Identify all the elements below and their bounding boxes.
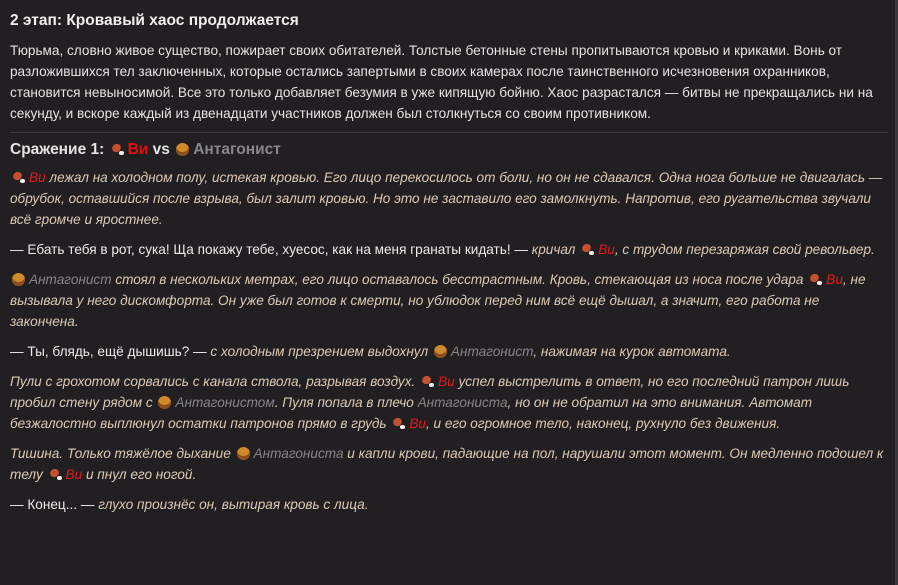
narration-text: глухо произнёс он, вытирая кровь с лица. <box>98 497 369 512</box>
dialogue-text: — Конец... — <box>10 497 99 512</box>
narration-text: с холодным презрением выдохнул <box>210 344 432 359</box>
character-vi: Ви <box>438 374 455 389</box>
meat-on-bone-icon <box>49 468 62 481</box>
narration-text: , но он не обратил на это внимания. Автомат безжалостно выплюнул остатки патронов прямо в грудь <box>10 395 813 431</box>
narrative-paragraph <box>10 341 888 362</box>
narrative-paragraph <box>10 167 888 230</box>
narration-text: , не вызывала у него дискомфорта. Он уже был готов к смерти, но ублюдок перед ним всё ещё дышал, а значит, его работа не закончена. <box>10 272 866 329</box>
narrative-paragraph <box>10 371 888 434</box>
character-antagonist: Антагонист <box>29 272 112 287</box>
fighter1-name: Ви <box>127 141 149 158</box>
divider <box>10 132 888 133</box>
character-vi: Ви <box>409 416 426 431</box>
narrative-paragraph <box>10 269 888 332</box>
meat-on-bone-icon <box>111 143 124 156</box>
dialogue-text: — Ебать тебя в рот, сука! Ща покажу тебе, хуесос, как на меня гранаты кидать! — <box>10 242 532 257</box>
narration-text: Пули с грохотом сорвались с канала ствола, разрывая воздух. <box>10 374 420 389</box>
character-antagonist: Антагонистом <box>175 395 275 410</box>
bearded-face-icon <box>158 396 171 409</box>
meat-on-bone-icon <box>809 273 822 286</box>
character-antagonist: Антагониста <box>253 446 344 461</box>
narration-text: . Пуля попала в плечо <box>274 395 418 410</box>
dialogue-text: — Ты, блядь, ещё дышишь? — <box>10 344 211 359</box>
character-antagonist: Антагониста <box>417 395 508 410</box>
vs-label: vs <box>152 141 170 158</box>
meat-on-bone-icon <box>12 171 25 184</box>
character-vi: Ви <box>826 272 843 287</box>
character-antagonist: Антагонист <box>450 344 534 359</box>
bearded-face-icon <box>434 345 447 358</box>
narrative-paragraph <box>10 239 888 260</box>
narration-text: , и его огромное тело, наконец, рухнуло без движения. <box>425 416 781 431</box>
narration-text: успел выстрелить в ответ, но его последний патрон лишь пробил стену рядом с <box>10 374 850 410</box>
bearded-face-icon <box>176 143 189 156</box>
narrative-paragraph <box>10 443 888 485</box>
narrative-paragraph <box>10 494 888 515</box>
battle-narrative <box>10 167 888 515</box>
battle-heading <box>10 141 888 159</box>
character-vi: Ви <box>598 242 615 257</box>
narration-text: кричал <box>531 242 580 257</box>
narration-text: лежал на холодном полу, истекая кровью. Его лицо перекосилось от боли, но он не сдавался. Одна нога больше не двигалась — обрубок, оставшийся после взрыва, был залит кровью. Но это не заставило его замолкнуть. Напротив, его ругательства звучали всё громче и яростнее. <box>10 170 883 227</box>
fighter2-name: Антагонист <box>193 141 281 158</box>
meat-on-bone-icon <box>392 417 405 430</box>
meat-on-bone-icon <box>421 375 434 388</box>
narration-text: и капли крови, падающие на пол, нарушали этот момент. Он медленно подошел к телу <box>10 446 884 482</box>
character-vi: Ви <box>65 467 83 482</box>
bearded-face-icon <box>237 447 250 460</box>
bearded-face-icon <box>12 273 25 286</box>
meat-on-bone-icon <box>581 243 594 256</box>
character-vi: Ви <box>29 170 46 185</box>
battle-prefix: Сражение 1: <box>10 141 105 158</box>
narration-text: Тишина. Только тяжёлое дыхание <box>10 446 235 461</box>
narration-text: , с трудом перезаряжая свой револьвер. <box>614 242 875 257</box>
stage-title: 2 этап: Кровавый хаос продолжается <box>10 12 299 29</box>
narration-text: стоял в нескольких метрах, его лицо оставалось бесстрастным. Кровь, стекающая из носа после удара <box>111 272 808 287</box>
narration-text: , нажимая на курок автомата. <box>533 344 731 359</box>
intro-paragraph: Тюрьма, словно живое существо, пожирает своих обитателей. Толстые бетонные стены пропитываются кровью и криками. Вонь от разложившихся тел заключенных, которые остались запертыми в своих камерах после таинственного исчезновения охранников, становится невыносимой. Все это только добавляет безумия в уже кипящую бойню. Хаос разрастался — битвы не прекращались ни на секунду, и вскоре каждый из двенадцати участников должен был столкнуться со своим противником. <box>10 43 873 121</box>
narration-text: и пнул его ногой. <box>82 467 197 482</box>
